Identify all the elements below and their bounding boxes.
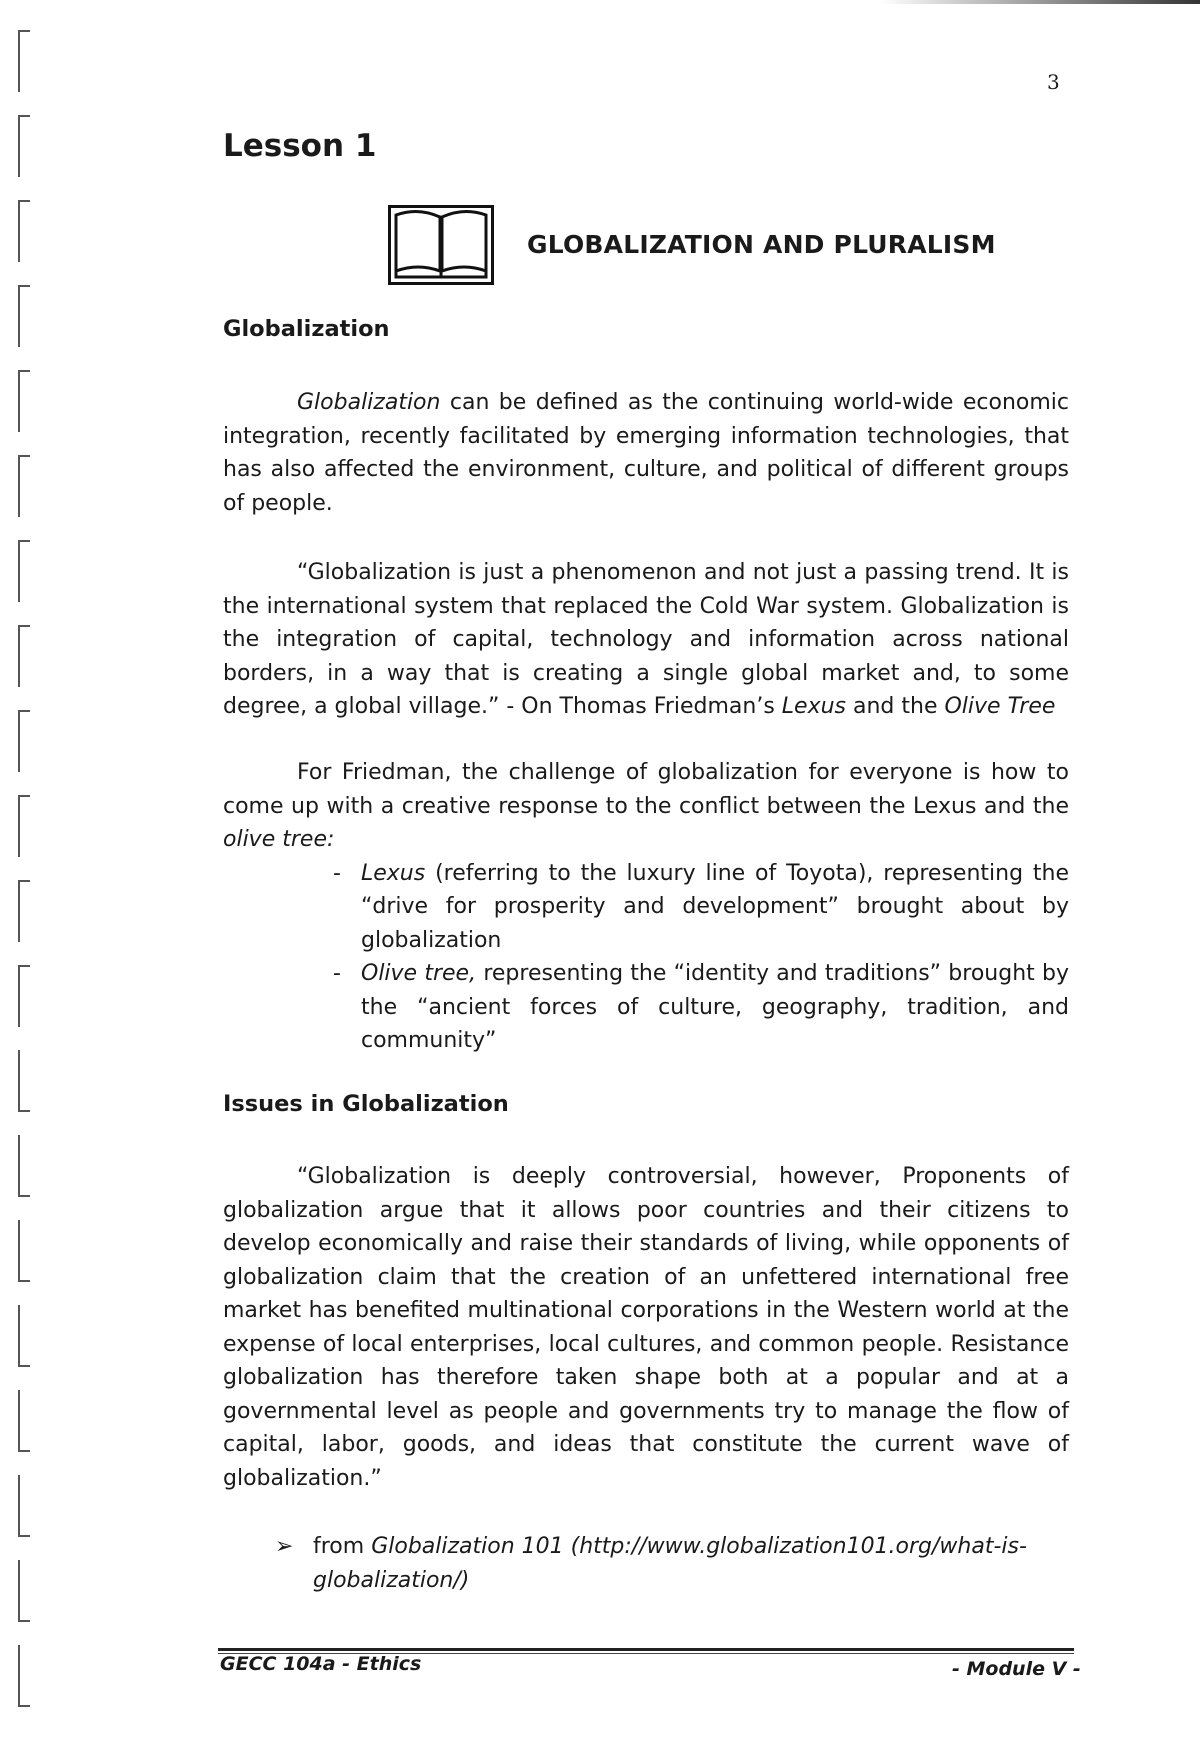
binding-mark (18, 455, 30, 517)
arrow-bullet-icon: ➢ (275, 1534, 294, 1559)
book-title-lexus: Lexus (781, 694, 846, 719)
olive-tree-label: olive tree: (223, 827, 335, 852)
main-title: GLOBALIZATION AND PLURALISM (527, 230, 996, 259)
list-term-lexus: Lexus (361, 860, 426, 886)
friedman-quote-block (223, 556, 1069, 724)
section-globalization-body (223, 386, 1069, 520)
binding-mark (18, 880, 30, 942)
footer-course: GECC 104a - Ethics (220, 1653, 422, 1675)
binding-mark (18, 965, 30, 1027)
list-item (223, 957, 1069, 1058)
term-globalization: Globalization (297, 390, 441, 415)
issues-paragraph: “Globalization is deeply controversial, however, Proponents of globalization argue that it allows poor countries and their citizens to develop economically and raise their standards of living, while opponents of globalization claim that the creation of an unfettered international free market has benefited multinational corporations in the Western world at the expense of local enterprises, local cultures, and common people. Resistance globalization has therefore taken shape both at a popular and at a governmental level as people and governments try to manage the flow of capital, labor, goods, and ideas that constitute the current wave of globalization.” (223, 1164, 1069, 1491)
binding-mark (18, 540, 30, 602)
binding-mark (18, 370, 30, 432)
definition-text: can be defined as the continuing world-wide economic integration, recently facilitated by emerging information technologies, that has also affected the environment, culture, and political of different groups of people. (223, 390, 1069, 516)
section-heading-issues: Issues in Globalization (223, 1091, 509, 1117)
challenge-text: For Friedman, the challenge of globalization for everyone is how to come up with a creative response to the conflict between the Lexus and the (223, 760, 1069, 819)
binding-mark (18, 1560, 30, 1622)
binding-mark (18, 285, 30, 347)
lexus-olive-list (223, 857, 1069, 1058)
source-title-link: Globalization 101 (http://www.globalization101.org/what-is-globalization/) (313, 1534, 1027, 1593)
source-citation (275, 1530, 1075, 1598)
friedman-quote-text: “Globalization is just a phenomenon and not just a passing trend. It is the international system that replaced the Cold War system. Globalization is the integration of capital, technology and information across national borders, in a way that is creating a single global market and, to some degree, a global village.” - On Thomas Friedman’s (223, 560, 1069, 719)
list-text: representing the “identity and traditions” brought by the “ancient forces of culture, geography, tradition, and community” (361, 961, 1069, 1053)
source-text (275, 1530, 1075, 1598)
challenge-paragraph (223, 756, 1069, 857)
binding-mark (18, 200, 30, 262)
page-number: 3 (1047, 70, 1060, 94)
definition-paragraph (223, 386, 1069, 520)
binding-mark (18, 1475, 30, 1537)
binding-mark (18, 1390, 30, 1452)
binding-mark (18, 30, 30, 92)
binding-mark (18, 1645, 30, 1707)
footer-module: - Module V - (952, 1658, 1081, 1680)
list-term-olive-tree: Olive tree, (361, 961, 477, 986)
binding-mark (18, 1220, 30, 1282)
binding-mark (18, 1135, 30, 1197)
binding-marks (18, 20, 42, 1720)
list-text: (referring to the luxury line of Toyota), representing the “drive for prosperity and development” brought about by globalization (361, 860, 1069, 953)
footer-divider (218, 1648, 1074, 1651)
friedman-quote-paragraph (223, 556, 1069, 724)
book-icon (388, 205, 494, 285)
binding-mark (18, 115, 30, 177)
binding-mark (18, 795, 30, 857)
list-dash: - (333, 860, 341, 886)
binding-mark (18, 1305, 30, 1367)
book-title-and: and the (846, 694, 945, 719)
section-issues-body (223, 1160, 1069, 1495)
friedman-challenge-block (223, 756, 1069, 1058)
lesson-title: Lesson 1 (223, 128, 377, 164)
book-title-olive-tree: Olive Tree (944, 694, 1056, 719)
section-heading-globalization: Globalization (223, 316, 390, 342)
list-item (223, 857, 1069, 958)
binding-mark (18, 1050, 30, 1112)
scan-edge-shadow (880, 0, 1200, 4)
list-dash: - (333, 961, 341, 986)
source-prefix: from (313, 1534, 372, 1559)
binding-mark (18, 710, 30, 772)
binding-mark (18, 625, 30, 687)
